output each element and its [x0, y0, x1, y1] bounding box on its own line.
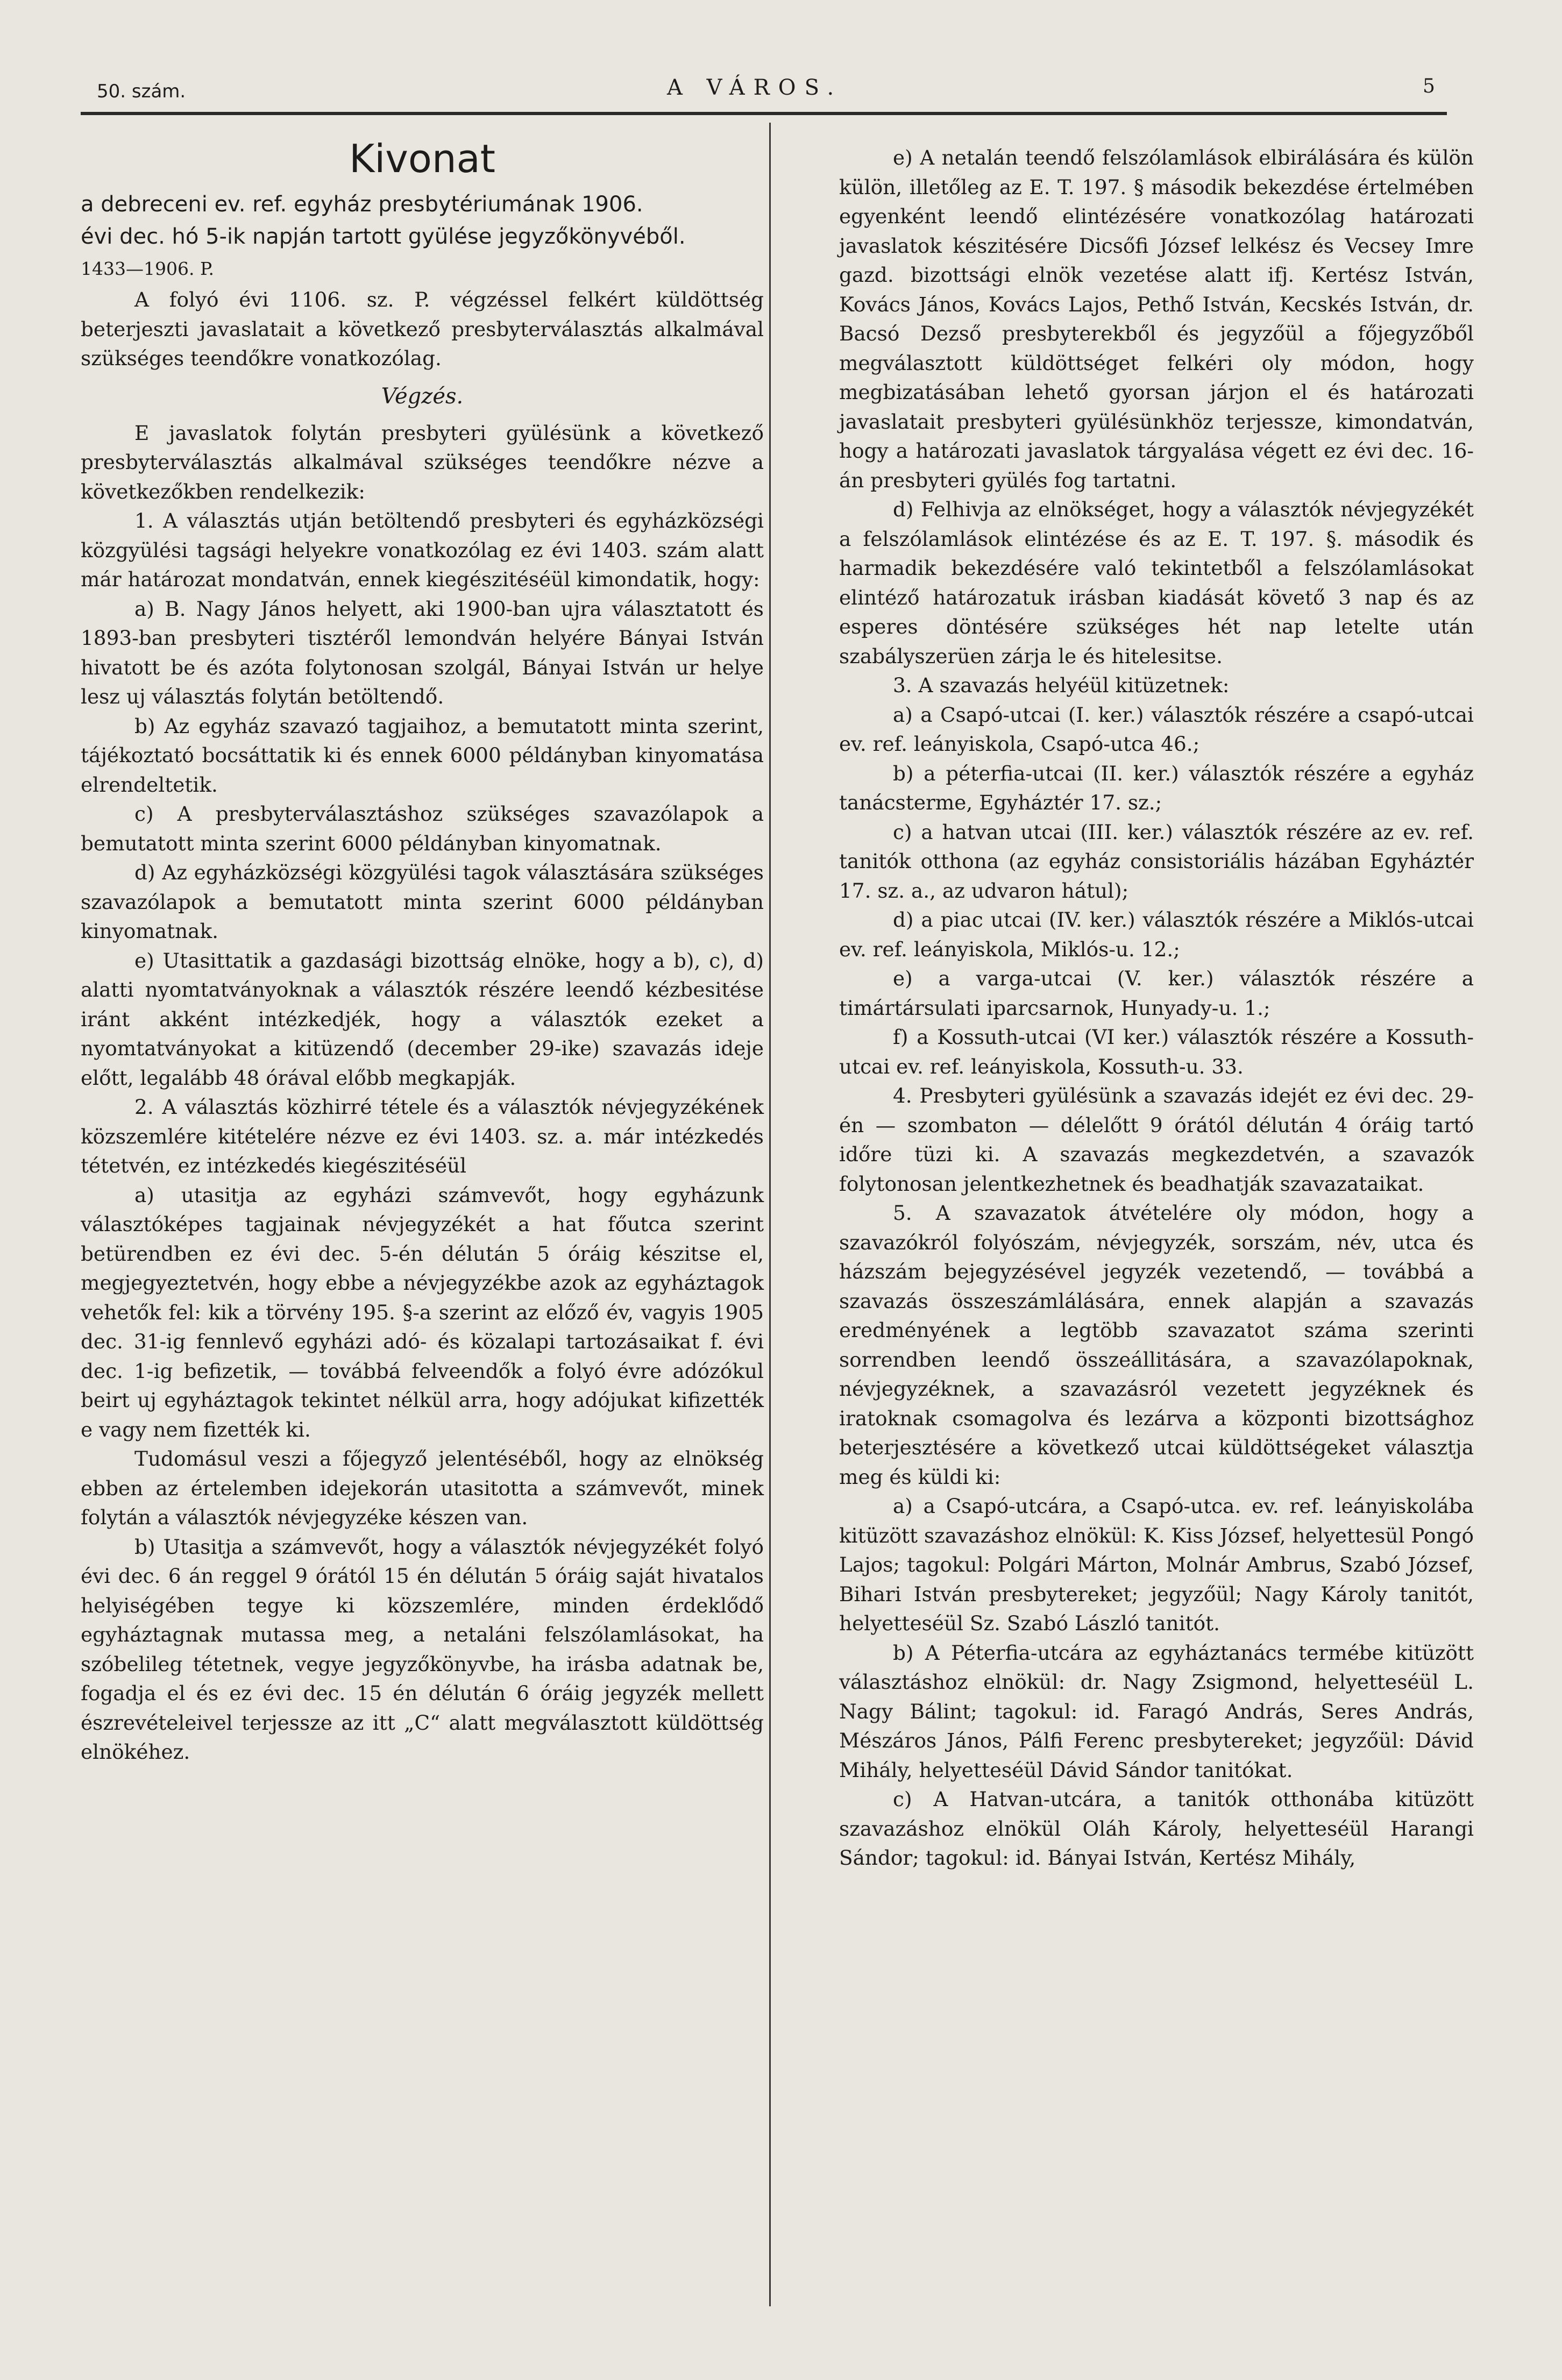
- section-heading: Végzés.: [381, 383, 464, 409]
- reference-number: 1433—1906. P.: [81, 258, 214, 279]
- article-subtitle-line-2: évi dec. hó 5-ik napján tartott gyülése jegyzőkönyvéből.: [81, 224, 686, 249]
- paragraph: a) utasitja az egyházi számvevőt, hogy egyházunk választóképes tagjainak névjegyzékét a hat főutca szerint betürendben ez évi dec. 5-én délután 5 óráig készitse el, megjegyeztetvén, hogy ebbe a névjegyzékbe azok az egyháztagok vehetők fel: kik a törvény 195. §-a szerint az előző év, vagyis 1905 dec. 31-ig fennlevő egyházi adó- és közalapi tartozásaikat f. évi dec. 1-ig befizetik, — továbbá felveendők a folyó évre adózókul beirt uj egyháztagok tekintet nélkül arra, hogy adójukat kifizették e vagy nem fizették ki.: [81, 1183, 764, 1441]
- paragraph: e) A netalán teendő felszólamlások elbirálására és külön külön, illetőleg az E. T. 197. § második bekezdése értelmében egyenként leendő elintézésére vonatkozólag határozati javaslatok készitésére Dicsőfi József lelkész és Vecsey Imre gazd. bizottsági elnök vezetése alatt ifj. Kertész István, Kovács János, Kovács Lajos, Pethő István, Kecskés István, dr. Bacsó Dezső presbyterekből és jegyzőül a főjegyzőből megválasztott küldöttséget felkéri oly módon, hogy megbizatásában lehető gyorsan járjon el és határozati javaslatait presbyteri gyülésünkhöz terjessze, kimondatván, hogy a határozati javaslatok tárgyalása végett ez évi dec. 16-án presbyteri gyülés fog tartatni.: [839, 146, 1474, 492]
- paragraph: d) a piac utcai (IV. ker.) választók részére a Miklós-utcai ev. ref. leányiskola, Miklós-u. 12.;: [839, 908, 1474, 961]
- page-number: 5: [1423, 75, 1435, 97]
- paragraph: 5. A szavazatok átvételére oly módon, hogy a szavazókról folyószám, névjegyzék, sorszám, név, utca és házszám bejegyzésével jegyzék vezetendő, — továbbá a szavazás összeszámlálására, ennek alapján a szavazás eredményének a legtöbb szavazatot száma szerinti sorrendben leendő összeállitására, a szavazólapoknak, névjegyzéknek, a szavazásról vezetett jegyzéknek és iratoknak csomagolva és lezárva a központi bizottsághoz beterjesztésére a következő utcai küldöttségeket választja meg és küldi ki:: [839, 1201, 1474, 1489]
- paragraph: a) a Csapó-utcára, a Csapó-utca. ev. ref. leányiskolába kitüzött szavazáshoz elnökül: K. Kiss József, helyettesül Pongó Lajos; tagokul: Polgári Márton, Molnár Ambrus, Szabó József, Bihari István presbytereket; jegyzőül; Nagy Károly tanitót, helyetteséül Sz. Szabó László tanitót.: [839, 1494, 1474, 1635]
- paragraph: 4. Presbyteri gyülésünk a szavazás idejét ez évi dec. 29-én — szombaton — délelőtt 9 órától délután 4 óráig tartó időre tüzi ki. A szavazás megkezdetvén, a szavazók folytonosan jelentkezhetnek és beadhatják szavazataikat.: [839, 1084, 1474, 1196]
- paragraph: c) A Hatvan-utcára, a tanitók otthonába kitüzött szavazáshoz elnökül Oláh Károly, helyetteséül Harangi Sándor; tagokul: id. Bányai István, Kertész Mihály,: [839, 1787, 1474, 1870]
- paragraph: a) B. Nagy János helyett, aki 1900-ban ujra választatott és 1893-ban presbyteri tisztéről lemondván helyére Bányai István hivatott be és azóta folytonosan szolgál, Bányai István ur helye lesz uj választás folytán betöltendő.: [81, 596, 764, 708]
- paragraph: f) a Kossuth-utcai (VI ker.) választók részére a Kossuth-utcai ev. ref. leányiskola, Kossuth-u. 33.: [839, 1025, 1474, 1078]
- paragraph: b) Utasitja a számvevőt, hogy a választók névjegyzékét folyó évi dec. 6 án reggel 9 órától 15 én délután 5 óráig saját hivatalos helyiségében tegye ki közszemlére, minden érdeklődő egyháztagnak mutassa meg, a netaláni felszólamlásokat, ha szóbelileg tétetnek, vegye jegyzőkönyvbe, ha irásba adatnak be, fogadja el és ez évi dec. 15 én délután 6 óráig jegyzék mellett észrevételeivel terjessze az itt „C“ alatt megválasztott küldöttség elnökéhez.: [81, 1534, 764, 1764]
- issue-number: 50. szám.: [97, 81, 186, 102]
- paragraph: e) Utasittatik a gazdasági bizottság elnöke, hogy a b), c), d) alatti nyomtatványoknak a választók részére leendő kézbesitése iránt akként intézkedjék, hogy a választók ezeket a nyomtatványokat a kitüzendő (december 29-ike) szavazás ideje előtt, legalább 48 órával előbb megkapják.: [81, 948, 764, 1090]
- column-divider: [769, 123, 771, 2306]
- paragraph: b) Az egyház szavazó tagjaihoz, a bemutatott minta szerint, tájékoztató bocsáttatik ki és ennek 6000 példányban kinyomatása elrendeltetik.: [81, 714, 764, 797]
- masthead-title: A VÁROS.: [667, 75, 843, 100]
- paragraph: d) Felhivja az elnökséget, hogy a választók névjegyzékét a felszólamlások elintézése és az E. T. 197. §. második és harmadik bekezdésére való tekintetből a felszólamlásokat elintéző határozatuk irásban kiadását követő 3 nap és az esperes döntésére szükséges hét nap letelte után szabályszerüen zárja le és hitelesitse.: [839, 498, 1474, 668]
- paragraph: b) A Péterfia-utcára az egyháztanács termébe kitüzött választáshoz elnökül: dr. Nagy Zsigmond, helyetteséül L. Nagy Bálint; tagokul: id. Faragó András, Seres András, Mészáros János, Pálfi Ferenc presbytereket; jegyzőül: Dávid Mihály, helyetteséül Dávid Sándor tanitókat.: [839, 1640, 1474, 1782]
- paragraph: 1. A választás utján betöltendő presbyteri és egyházközségi közgyülési tagsági helyekre vonatkozólag ez évi 1403. szám alatt már határozat mondatván, ennek kiegészitéséül kimondatik, hogy:: [81, 509, 764, 591]
- article-subtitle-line-1: a debreceni ev. ref. egyház presbytériumának 1906.: [81, 192, 643, 217]
- left-column: [81, 134, 764, 1767]
- paragraph: 3. A szavazás helyéül kitüzetnek:: [893, 673, 1230, 697]
- intro-paragraph: A folyó évi 1106. sz. P. végzéssel felkért küldöttség beterjeszti javaslatait a következő presbyterválasztás alkalmával szükséges teendőkre vonatkozólag.: [81, 288, 764, 370]
- paragraph: d) Az egyházközségi közgyülési tagok választására szükséges szavazólapok a bemutatott minta szerint 6000 példányban kinyomatnak.: [81, 861, 764, 943]
- right-column: [839, 143, 1474, 1873]
- paragraph: Tudomásul veszi a főjegyző jelentéséből, hogy az elnökség ebben az értelemben idejekorán utasitotta a számvevőt, minek folytán a választók névjegyzéke készen van.: [81, 1447, 764, 1529]
- paragraph: c) A presbyterválasztáshoz szükséges szavazólapok a bemutatott minta szerint 6000 példányban kinyomatnak.: [81, 802, 764, 855]
- paragraph: 2. A választás közhirré tétele és a választók névjegyzékének közszemlére kitételére nézve ez évi 1403. sz. a. már intézkedés tétetvén, ez intézkedés kiegészitéséül: [81, 1095, 764, 1177]
- paragraph: E javaslatok folytán presbyteri gyülésünk a következő presbyterválasztás alkalmával szükséges teendőkre nézve a következőkben rendelkezik:: [81, 421, 764, 503]
- paragraph: c) a hatvan utcai (III. ker.) választók részére az ev. ref. tanitók otthona (az egyház consistoriális házában Egyháztér 17. sz. a., az udvaron hátul);: [839, 820, 1474, 903]
- paragraph: b) a péterfia-utcai (II. ker.) választók részére a egyház tanácsterme, Egyháztér 17. sz.;: [839, 761, 1474, 814]
- paragraph: e) a varga-utcai (V. ker.) választók részére a timártársulati iparcsarnok, Hunyady-u. 1.;: [839, 967, 1474, 1020]
- paragraph: a) a Csapó-utcai (I. ker.) választók részére a csapó-utcai ev. ref. leányiskola, Csapó-utca 46.;: [839, 702, 1474, 756]
- header-rule: [81, 112, 1447, 115]
- article-title: Kivonat: [349, 136, 495, 181]
